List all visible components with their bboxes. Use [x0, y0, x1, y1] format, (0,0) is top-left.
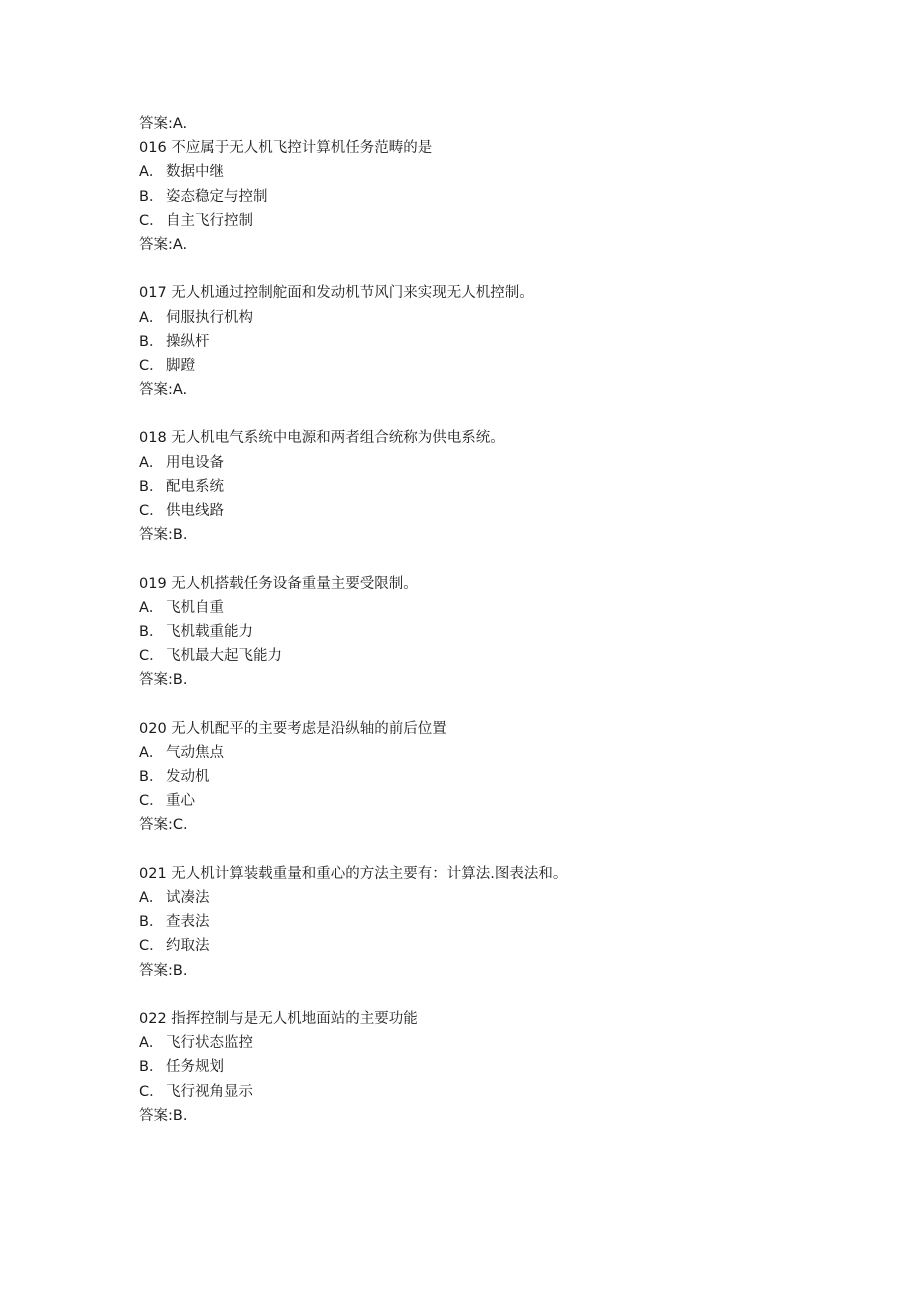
option-text: 操纵杆 — [166, 333, 210, 350]
option-letter: A． — [139, 164, 164, 181]
option-line — [139, 886, 819, 910]
option-line — [139, 451, 819, 475]
option-line — [139, 306, 819, 330]
option-line — [139, 475, 819, 499]
option-text: 发动机 — [166, 769, 210, 786]
answer-line: 答案:B. — [139, 1107, 188, 1124]
question-stem: 021 无人机计算装载重量和重心的方法主要有：计算法.图表法和。 — [139, 865, 568, 882]
option-letter: A． — [139, 309, 164, 326]
option-letter: A． — [139, 1035, 164, 1052]
top-answer-block — [139, 112, 819, 136]
question-block — [139, 572, 819, 693]
option-line — [139, 596, 819, 620]
option-line — [139, 1080, 819, 1104]
option-text: 飞机最大起飞能力 — [166, 648, 282, 665]
option-letter: B． — [139, 333, 164, 350]
question-stem: 016 不应属于无人机飞控计算机任务范畴的是 — [139, 140, 433, 157]
option-line — [139, 209, 819, 233]
answer-line: 答案:A. — [139, 116, 188, 132]
option-letter: C． — [139, 357, 164, 374]
option-letter: C． — [139, 503, 164, 519]
option-text: 数据中继 — [166, 164, 224, 181]
option-text: 查表法 — [166, 914, 210, 931]
option-letter: C． — [139, 648, 164, 665]
option-line — [139, 620, 819, 644]
option-line — [139, 1031, 819, 1055]
option-letter: B． — [139, 623, 164, 640]
option-letter: A． — [139, 599, 164, 616]
option-text: 伺服执行机构 — [166, 309, 253, 326]
question-block — [139, 281, 819, 402]
option-letter: B． — [139, 1059, 164, 1076]
option-line — [139, 910, 819, 934]
question-stem: 018 无人机电气系统中电源和两者组合统称为供电系统。 — [139, 430, 505, 447]
option-letter: B． — [139, 478, 164, 495]
answer-line: 答案:B. — [139, 527, 188, 544]
option-text: 脚蹬 — [166, 357, 195, 374]
option-letter: B． — [139, 769, 164, 786]
option-line — [139, 1055, 819, 1079]
answer-line: 答案:A. — [139, 382, 188, 399]
option-line — [139, 354, 819, 378]
option-text: 飞行状态监控 — [166, 1035, 253, 1052]
option-text: 用电设备 — [166, 454, 224, 471]
question-block — [139, 717, 819, 838]
option-text: 飞机载重能力 — [166, 623, 253, 640]
option-text: 重心 — [166, 793, 195, 810]
question-block — [139, 1007, 819, 1128]
question-stem: 019 无人机搭载任务设备重量主要受限制。 — [139, 575, 418, 592]
option-letter: C． — [139, 938, 164, 955]
option-text: 自主飞行控制 — [166, 212, 253, 229]
option-letter: A． — [139, 744, 164, 761]
option-letter: B． — [139, 188, 164, 205]
answer-line: 答案:C. — [139, 817, 188, 834]
option-text: 试凑法 — [166, 890, 210, 906]
option-letter: C． — [139, 793, 164, 810]
option-text: 约取法 — [166, 938, 210, 955]
option-letter: C． — [139, 212, 164, 229]
option-line — [139, 330, 819, 354]
question-list — [139, 136, 819, 1128]
option-text: 姿态稳定与控制 — [166, 188, 268, 205]
option-line — [139, 499, 819, 523]
question-stem: 020 无人机配平的主要考虑是沿纵轴的前后位置 — [139, 720, 447, 737]
question-block — [139, 862, 819, 983]
option-line — [139, 644, 819, 668]
question-block — [139, 136, 819, 257]
question-block — [139, 426, 819, 547]
option-text: 气动焦点 — [166, 744, 224, 761]
option-text: 飞机自重 — [166, 599, 224, 616]
answer-line: 答案:B. — [139, 962, 188, 979]
option-letter: A． — [139, 890, 164, 906]
option-text: 供电线路 — [166, 503, 224, 519]
option-text: 配电系统 — [166, 478, 224, 495]
option-letter: C． — [139, 1083, 164, 1100]
document-page — [139, 112, 819, 1128]
answer-line: 答案:A. — [139, 236, 188, 253]
option-letter: B． — [139, 914, 164, 931]
option-letter: A． — [139, 454, 164, 471]
option-text: 飞行视角显示 — [166, 1083, 253, 1100]
option-line — [139, 934, 819, 958]
question-stem: 017 无人机通过控制舵面和发动机节风门来实现无人机控制。 — [139, 285, 534, 302]
option-text: 任务规划 — [166, 1059, 224, 1076]
option-line — [139, 160, 819, 184]
option-line — [139, 765, 819, 789]
option-line — [139, 789, 819, 813]
answer-line: 答案:B. — [139, 672, 188, 689]
question-stem: 022 指挥控制与是无人机地面站的主要功能 — [139, 1010, 418, 1027]
option-line — [139, 741, 819, 765]
option-line — [139, 185, 819, 209]
